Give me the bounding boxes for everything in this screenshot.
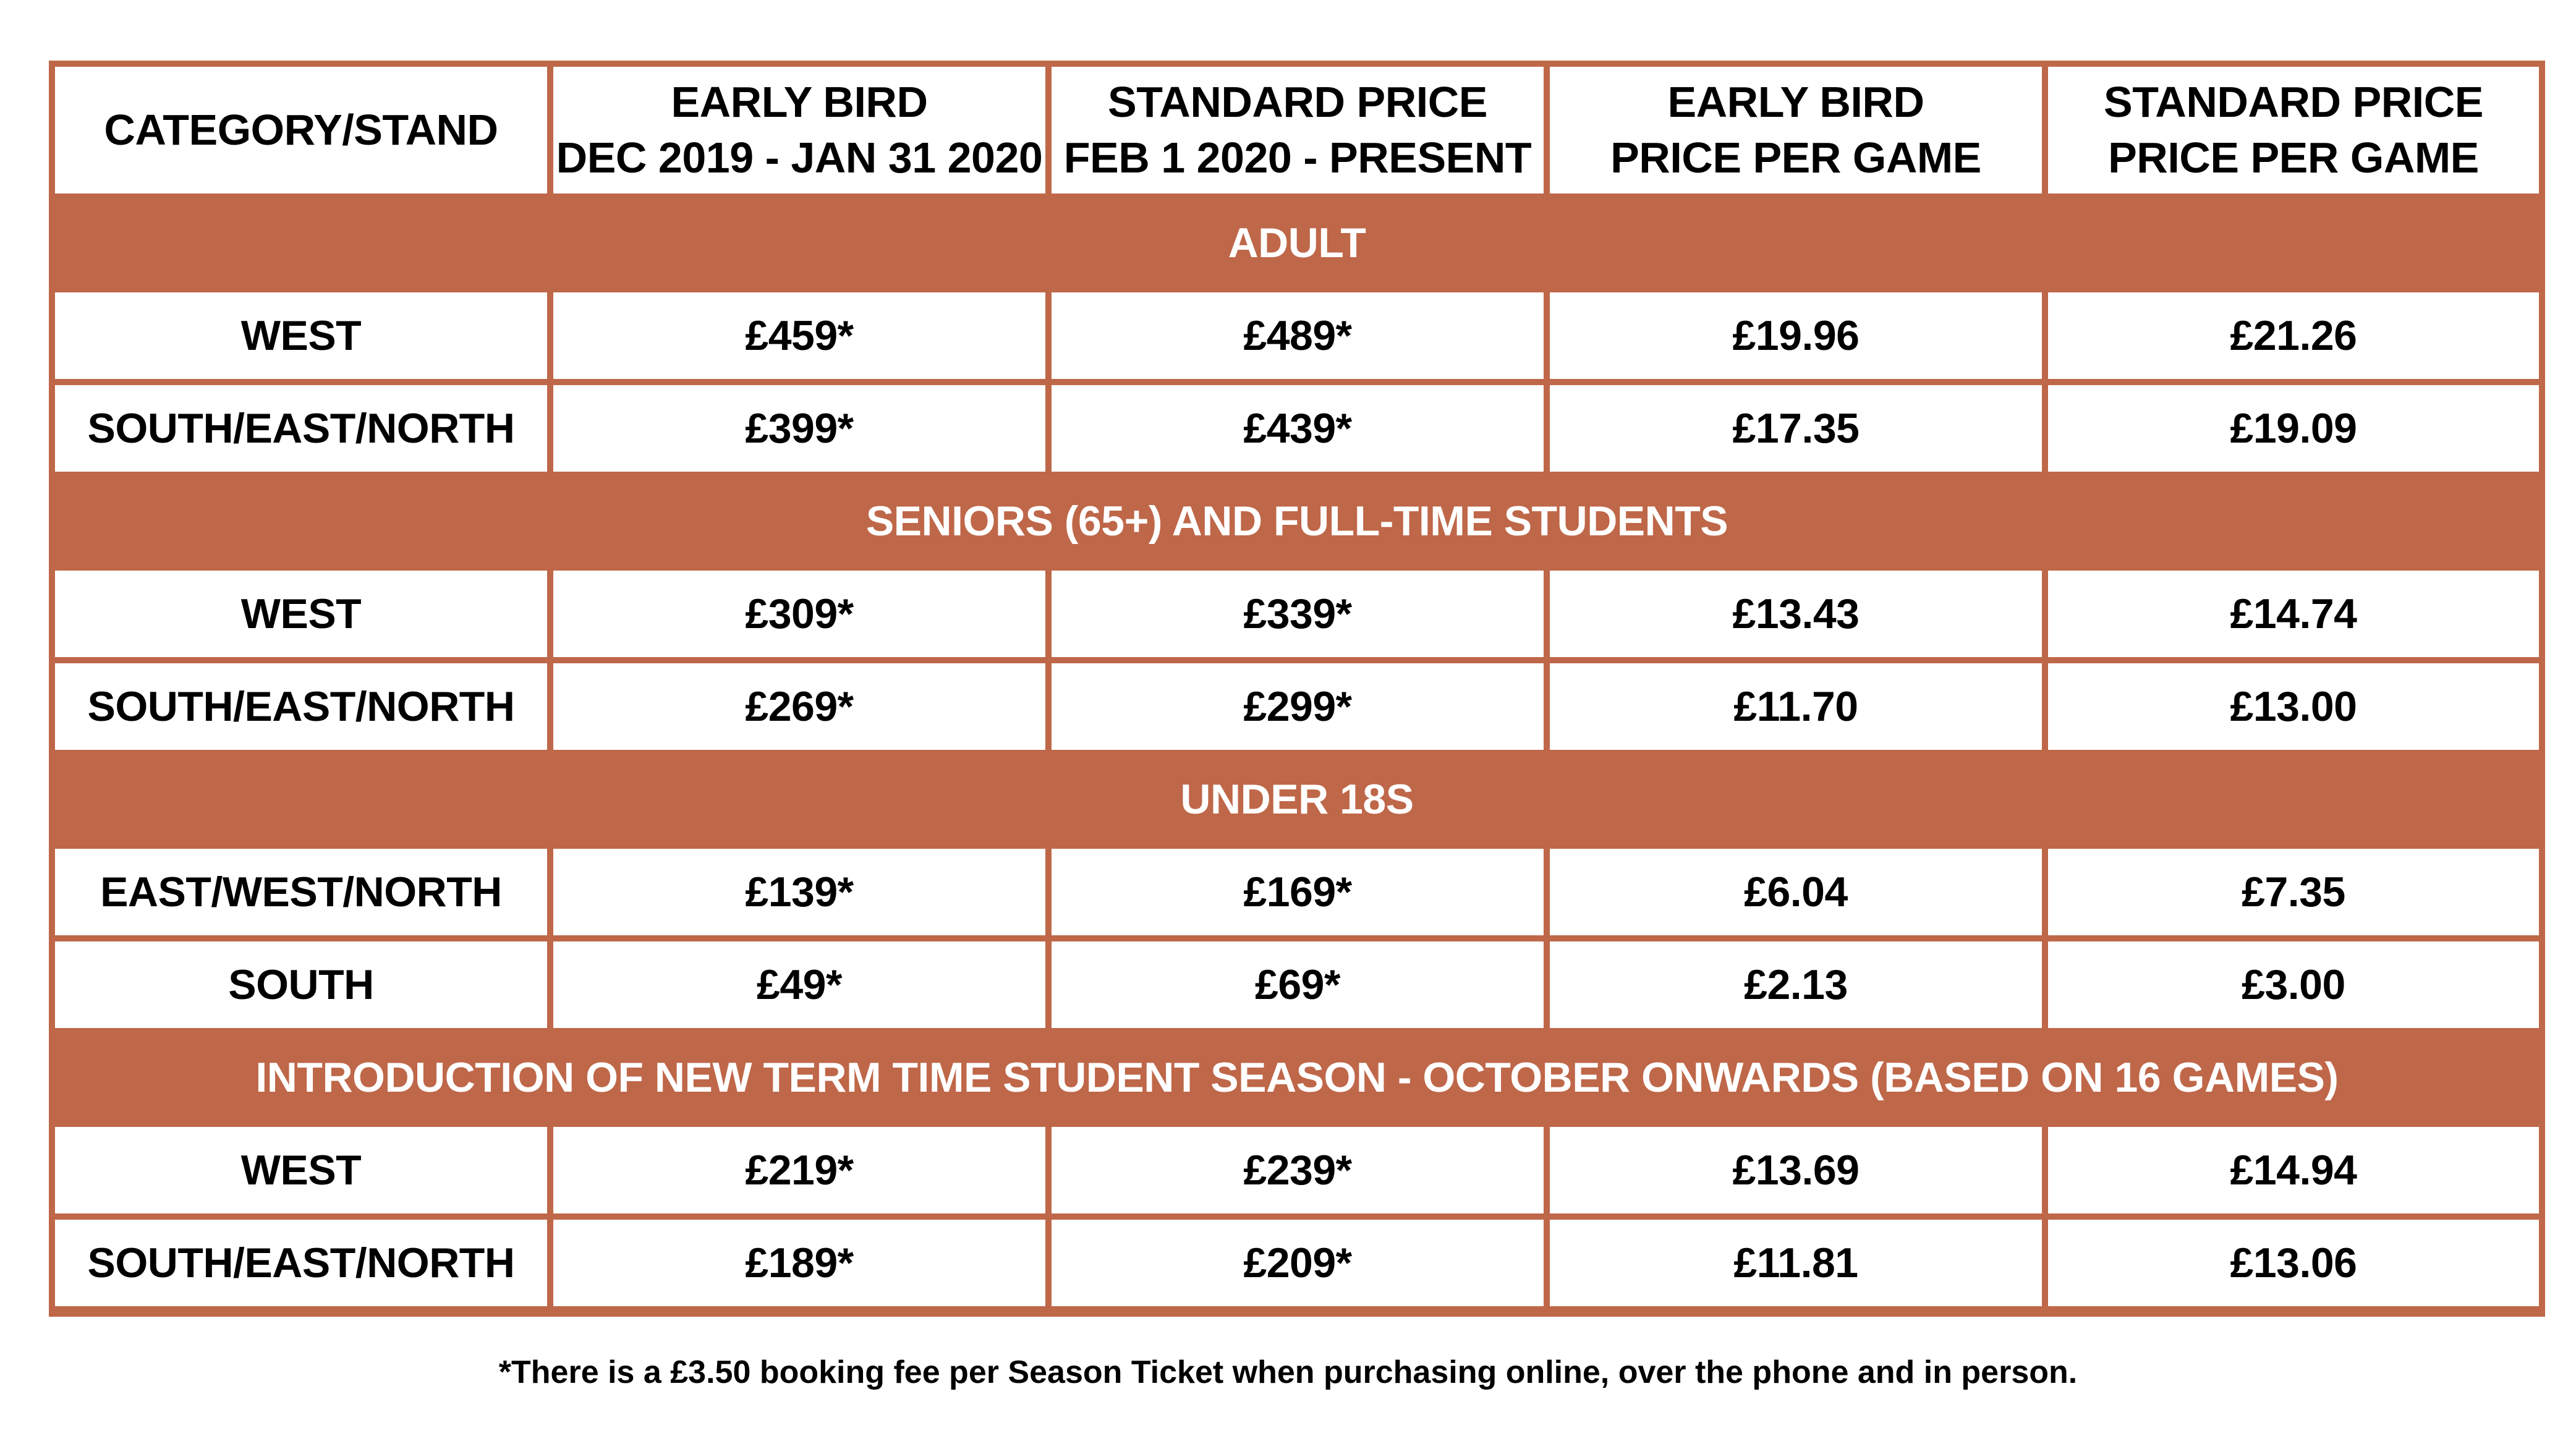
price-standard: £299*: [1052, 663, 1544, 750]
price-early-bird: £459*: [553, 292, 1045, 379]
price-early-bird: £399*: [553, 385, 1045, 472]
price-standard: £339*: [1052, 571, 1544, 657]
price-early-bird: £219*: [553, 1127, 1045, 1213]
header-standard-game-title: STANDARD PRICE: [2104, 77, 2483, 126]
header-standard-game-subtitle: PRICE PER GAME: [2108, 133, 2479, 182]
price-standard: £209*: [1052, 1220, 1544, 1306]
price-early-bird: £49*: [553, 941, 1045, 1028]
price-standard: £69*: [1052, 941, 1544, 1028]
price-standard-per-game: £13.00: [2048, 663, 2539, 750]
row-stand-label: WEST: [55, 571, 547, 657]
price-standard-per-game: £14.74: [2048, 571, 2539, 657]
row-stand-label: WEST: [55, 292, 547, 379]
row-stand-label: SOUTH/EAST/NORTH: [55, 663, 547, 750]
price-early-per-game: £19.96: [1550, 292, 2042, 379]
price-standard: £169*: [1052, 849, 1544, 935]
price-early-per-game: £2.13: [1550, 941, 2042, 1028]
price-standard-per-game: £19.09: [2048, 385, 2539, 472]
header-standard-title: STANDARD PRICE: [1108, 77, 1487, 126]
row-stand-label: SOUTH/EAST/NORTH: [55, 385, 547, 472]
price-standard-per-game: £13.06: [2048, 1220, 2539, 1306]
header-early-bird-per-game: [1550, 67, 2042, 193]
section-adult: ADULT: [55, 200, 2539, 286]
price-early-per-game: £11.70: [1550, 663, 2042, 750]
price-early-bird: £269*: [553, 663, 1045, 750]
row-stand-label: WEST: [55, 1127, 547, 1213]
header-early-bird: [553, 67, 1045, 193]
header-category-stand: [55, 67, 547, 193]
price-standard-per-game: £7.35: [2048, 849, 2539, 935]
header-category-label: CATEGORY/STAND: [104, 105, 498, 154]
header-standard-price: [1052, 67, 1544, 193]
section-under-18s: UNDER 18S: [55, 756, 2539, 843]
price-standard: £439*: [1052, 385, 1544, 472]
row-stand-label: SOUTH/EAST/NORTH: [55, 1220, 547, 1306]
price-early-per-game: £13.43: [1550, 571, 2042, 657]
row-stand-label: EAST/WEST/NORTH: [55, 849, 547, 935]
price-early-bird: £189*: [553, 1220, 1045, 1306]
row-stand-label: SOUTH: [55, 941, 547, 1028]
price-standard: £239*: [1052, 1127, 1544, 1213]
price-standard-per-game: £14.94: [2048, 1127, 2539, 1213]
price-early-per-game: £6.04: [1550, 849, 2042, 935]
header-standard-dates: FEB 1 2020 - PRESENT: [1063, 133, 1532, 182]
section-term-time-student-season: INTRODUCTION OF NEW TERM TIME STUDENT SEASON - OCTOBER ONWARDS (BASED ON 16 GAMES): [55, 1034, 2539, 1121]
price-early-bird: £309*: [553, 571, 1045, 657]
header-standard-per-game: [2048, 67, 2539, 193]
price-early-bird: £139*: [553, 849, 1045, 935]
price-standard-per-game: £21.26: [2048, 292, 2539, 379]
price-standard: £489*: [1052, 292, 1544, 379]
header-early-bird-title: EARLY BIRD: [671, 77, 928, 126]
season-ticket-price-table: [49, 61, 2545, 1317]
header-early-bird-dates: DEC 2019 - JAN 31 2020: [556, 133, 1043, 182]
price-early-per-game: £13.69: [1550, 1127, 2042, 1213]
section-seniors-students: SENIORS (65+) AND FULL-TIME STUDENTS: [55, 478, 2539, 564]
price-early-per-game: £17.35: [1550, 385, 2042, 472]
price-standard-per-game: £3.00: [2048, 941, 2539, 1028]
header-early-game-title: EARLY BIRD: [1667, 77, 1924, 126]
header-early-game-subtitle: PRICE PER GAME: [1610, 133, 1981, 182]
price-early-per-game: £11.81: [1550, 1220, 2042, 1306]
booking-fee-footnote: *There is a £3.50 booking fee per Season Ticket when purchasing online, over the phone and in person.: [498, 1354, 2078, 1390]
